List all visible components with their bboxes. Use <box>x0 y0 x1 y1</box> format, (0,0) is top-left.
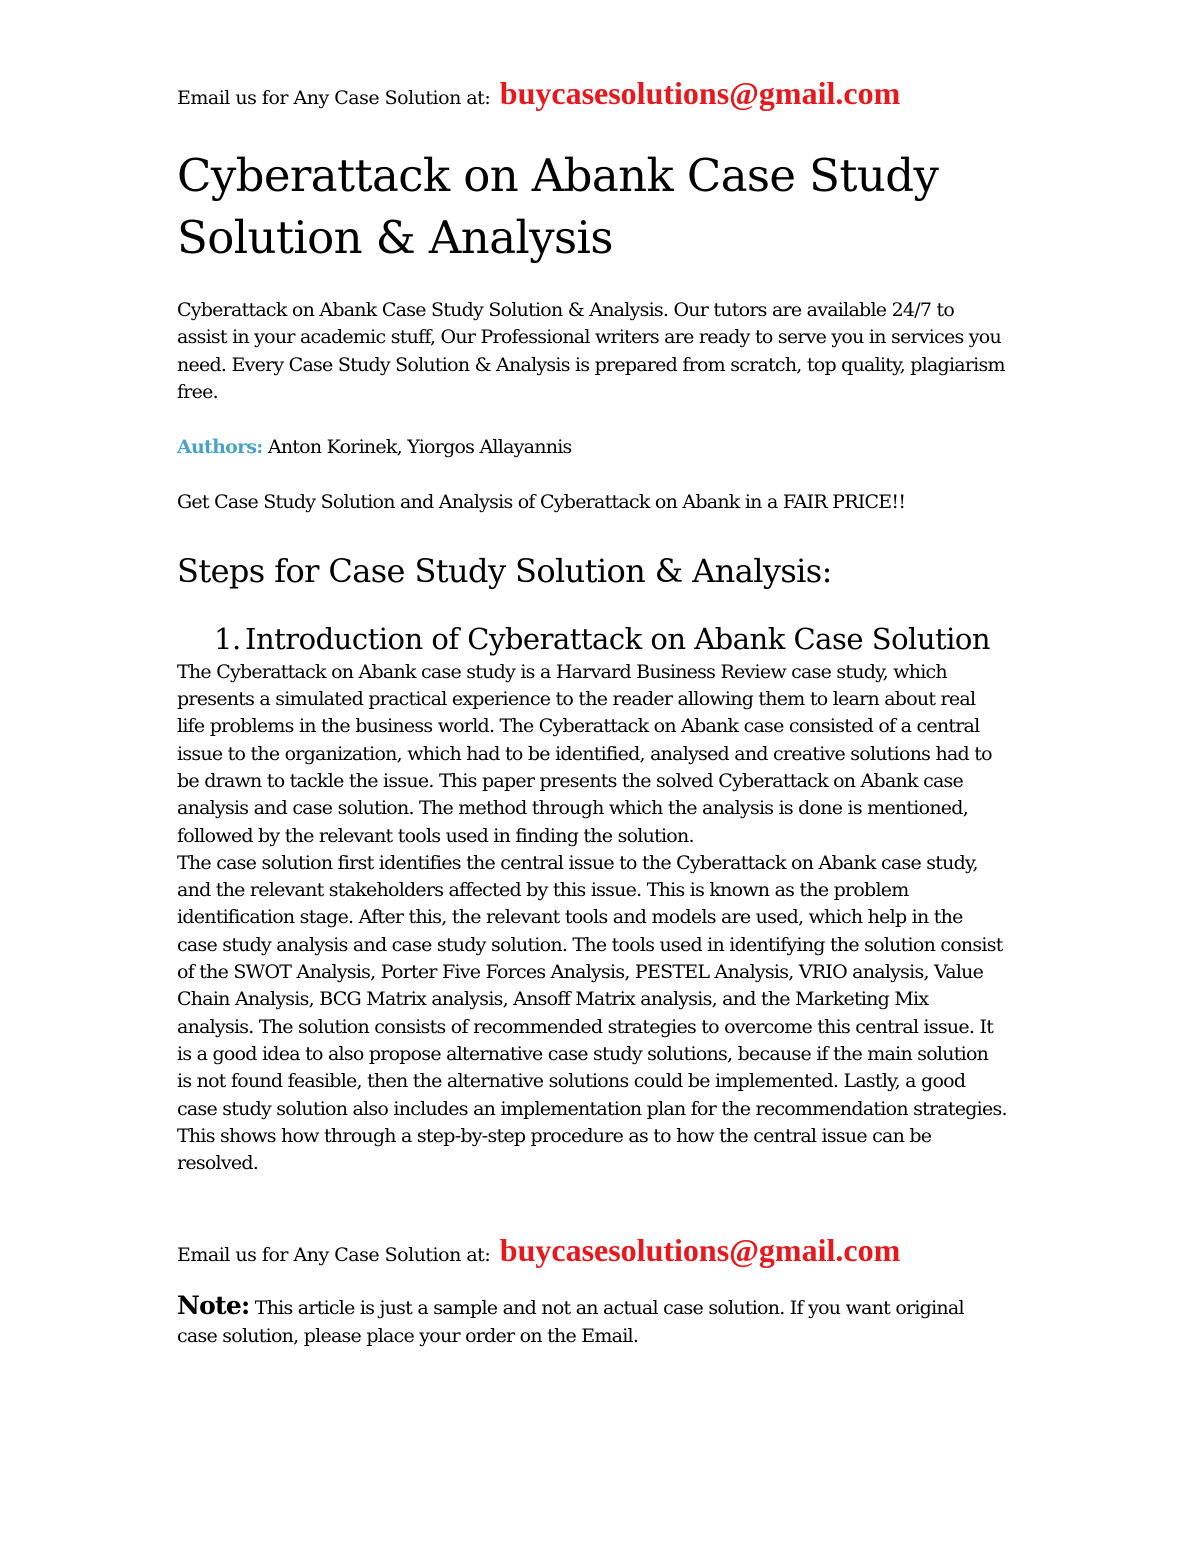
authors-names: Anton Korinek, Yiorgos Allayannis <box>267 436 572 459</box>
note-paragraph <box>177 1292 1007 1350</box>
note-label: Note: <box>177 1291 250 1321</box>
document-content <box>177 76 1007 1350</box>
fair-price-line: Get Case Study Solution and Analysis of Cyberattack on Abank in a FAIR PRICE!! <box>177 491 906 514</box>
header-email-prefix: Email us for Any Case Solution at: <box>177 87 491 109</box>
footer-email-line <box>177 1233 1007 1272</box>
analysis-paragraph-1: The Cyberattack on Abank case study is a Harvard Business Review case study, which presents a simulated practical experience to the reader allowing them to learn about real life problems in the business world. The Cyberattack on Abank case consisted of a central issue to the organization, which had to be identified, analysed and creative solutions had to be drawn to tackle the issue. This paper presents the solved Cyberattack on Abank case analysis and case solution. The method through which the analysis is done is mentioned, followed by the relevant tools used in finding the solution. <box>177 660 992 847</box>
steps-heading: Steps for Case Study Solution & Analysis: <box>177 551 832 590</box>
authors-label: Authors: <box>177 436 263 459</box>
section-number: 1. <box>214 621 241 656</box>
page-title: Cyberattack on Abank Case Study Solution & Analysis <box>177 149 939 264</box>
section-heading <box>177 619 1007 659</box>
footer-email-prefix: Email us for Any Case Solution at: <box>177 1244 491 1267</box>
header-email-line <box>177 76 1007 115</box>
header-email-address[interactable]: buycasesolutions@gmail.com <box>499 75 901 111</box>
footer-email-address[interactable]: buycasesolutions@gmail.com <box>499 1232 901 1269</box>
section-title: Introduction of Cyberattack on Abank Case Solution <box>245 621 991 656</box>
authors-line <box>177 434 1007 461</box>
intro-paragraph: Cyberattack on Abank Case Study Solution & Analysis. Our tutors are available 24/7 to assist in your academic stuff, Our Professional writers are ready to serve you in services you need. Every Case Study Solution & Analysis is prepared from scratch, top quality, plagiarism free. <box>177 299 1005 403</box>
analysis-paragraph-2: The case solution first identifies the central issue to the Cyberattack on Abank case study, and the relevant stakeholders affected by this issue. This is known as the problem identification stage. After this, the relevant tools and models are used, which help in the case study analysis and case study solution. The tools used in identifying the solution consist of the SWOT Analysis, Porter Five Forces Analysis, PESTEL Analysis, VRIO analysis, Value Chain Analysis, BCG Matrix analysis, Ansoff Matrix analysis, and the Marketing Mix analysis. The solution consists of recommended strategies to overcome this central issue. It is a good idea to also propose alternative case study solutions, because if the main solution is not found feasible, then the alternative solutions could be implemented. Lastly, a good case study solution also includes an implementation plan for the recommendation strategies. This shows how through a step-by-step procedure as to how the central issue can be resolved. <box>177 851 1007 1175</box>
note-text: This article is just a sample and not an actual case solution. If you want original case solution, please place your order on the Email. <box>177 1297 964 1347</box>
